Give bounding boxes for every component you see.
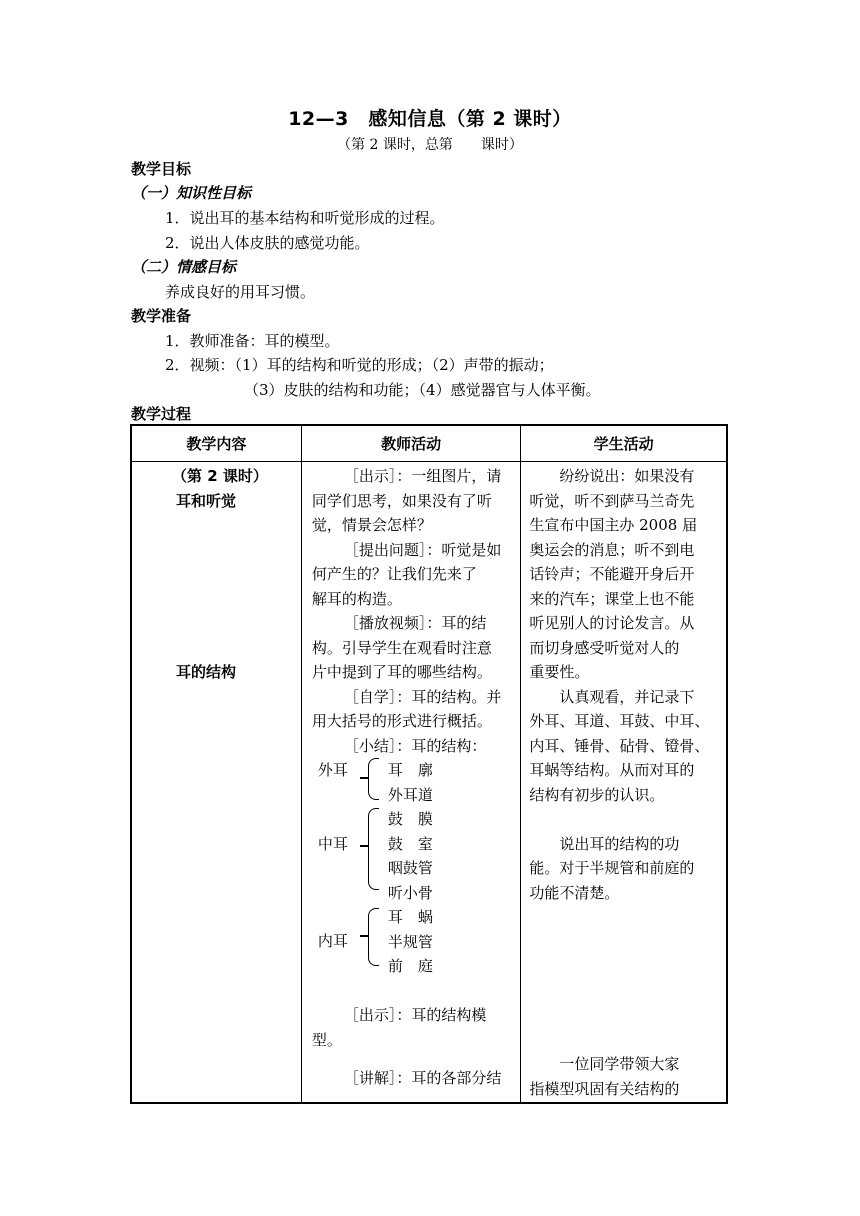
teacher-line: 型。: [311, 1030, 342, 1049]
preparation-heading: 教学准备: [131, 307, 192, 325]
process-heading: 教学过程: [131, 405, 192, 423]
student-line: 结构有初步的认识。: [529, 785, 665, 804]
ear-part: 鼓 室: [387, 834, 433, 853]
teaching-process-table: [130, 424, 728, 1104]
student-line: 能。对于半规管和前庭的: [529, 859, 695, 877]
ear-part: 前 庭: [387, 957, 433, 975]
student-line: 功能不清楚。: [529, 883, 620, 902]
middle-ear-brace: [368, 808, 379, 890]
page-title: 12—3 感知信息（第 2 课时）: [288, 108, 572, 130]
column-header: 学生活动: [521, 425, 727, 462]
teacher-line: 同学们思考，如果没有了听: [311, 491, 492, 510]
table-header-row: [131, 425, 727, 462]
student-line: 纷纷说出：如果没有: [559, 467, 695, 485]
ear-part: 听小骨: [387, 883, 433, 902]
student-line: 耳蜗等结构。从而对耳的: [529, 761, 695, 779]
brace-tick: [360, 935, 368, 937]
table-row: [131, 462, 727, 1104]
teacher-line: ［播放视频］：耳的结: [343, 614, 487, 632]
session-label: （第 2 课时）: [172, 467, 268, 485]
inner-ear-brace: [368, 908, 379, 966]
page-subtitle: （第 2 课时，总第 课时）: [337, 137, 523, 153]
ear-part: 半规管: [387, 932, 433, 951]
teacher-line: 用大括号的形式进行概括。: [311, 712, 492, 730]
middle-ear-label: 中耳: [317, 835, 348, 853]
topic-ear-and-hearing: 耳和听觉: [176, 492, 237, 510]
preparation-item: （3）皮肤的结构和功能；（4）感觉器官与人体平衡。: [244, 381, 601, 399]
teacher-line: 何产生的？让我们先来了: [311, 565, 477, 583]
content-cell: [131, 462, 301, 1104]
inner-ear-label: 内耳: [317, 932, 348, 950]
student-line: 说出耳的结构的功: [559, 834, 680, 853]
ear-part: 鼓 膜: [387, 810, 433, 828]
emotion-item: 养成良好的用耳习惯。: [165, 283, 316, 301]
student-line: 外耳、耳道、耳鼓、中耳、: [529, 712, 710, 730]
column-header: 教师活动: [301, 425, 521, 462]
ear-part: 咽鼓管: [387, 859, 433, 877]
teacher-line: 构。引导学生在观看时注意: [311, 638, 492, 657]
outer-ear-brace: [368, 758, 379, 800]
ear-part: 耳 廓: [387, 761, 433, 779]
student-line: 认真观看，并记录下: [559, 687, 695, 706]
preparation-item: 1．教师准备：耳的模型。: [165, 332, 340, 350]
teacher-line: ［提出问题］：听觉是如: [343, 540, 502, 559]
knowledge-item: 1．说出耳的基本结构和听觉形成的过程。: [165, 209, 445, 227]
student-line: 一位同学带领大家: [559, 1055, 680, 1073]
teacher-activity-cell: [301, 462, 521, 1104]
teacher-line: 片中提到了耳的哪些结构。: [311, 663, 492, 681]
student-activity-cell: [521, 462, 727, 1104]
knowledge-objectives-heading: （一）知识性目标: [131, 184, 252, 202]
teacher-line: ［出示］：一组图片，请: [343, 467, 502, 485]
teacher-line: ［讲解］：耳的各部分结: [343, 1069, 502, 1087]
brace-tick: [360, 777, 368, 779]
student-line: 生宣布中国主办 2008 届: [529, 516, 698, 534]
student-line: 话铃声；不能避开身后开: [529, 565, 695, 583]
brace-tick: [360, 845, 368, 847]
teacher-line: ［小结］：耳的结构：: [343, 736, 487, 755]
ear-part: 外耳道: [387, 785, 433, 804]
preparation-item: 2．视频：（1）耳的结构和听觉的形成；（2）声带的振动；: [165, 356, 554, 374]
ear-part: 耳 蜗: [387, 908, 433, 926]
student-line: 内耳、锤骨、砧骨、镫骨、: [529, 736, 710, 755]
emotion-objectives-heading: （二）情感目标: [131, 258, 237, 276]
student-line: 奥运会的消息；听不到电: [529, 540, 695, 559]
student-line: 重要性。: [529, 663, 590, 681]
teacher-line: ［出示］：耳的结构模: [343, 1006, 487, 1024]
outer-ear-label: 外耳: [317, 761, 348, 779]
topic-ear-structure: 耳的结构: [176, 663, 237, 681]
knowledge-item: 2．说出人体皮肤的感觉功能。: [165, 234, 370, 252]
student-line: 听觉，听不到萨马兰奇先: [529, 491, 695, 510]
student-line: 而切身感受听觉对人的: [529, 638, 680, 657]
teacher-line: 解耳的构造。: [311, 589, 402, 608]
student-line: 指模型巩固有关结构的: [529, 1079, 680, 1098]
student-line: 来的汽车；课堂上也不能: [529, 589, 695, 608]
student-line: 听见别人的讨论发言。从: [529, 614, 695, 632]
teacher-line: ［自学］：耳的结构。并: [343, 687, 502, 706]
objectives-heading: 教学目标: [131, 160, 192, 178]
teacher-line: 觉，情景会怎样？: [311, 516, 432, 534]
column-header: 教学内容: [131, 425, 301, 462]
